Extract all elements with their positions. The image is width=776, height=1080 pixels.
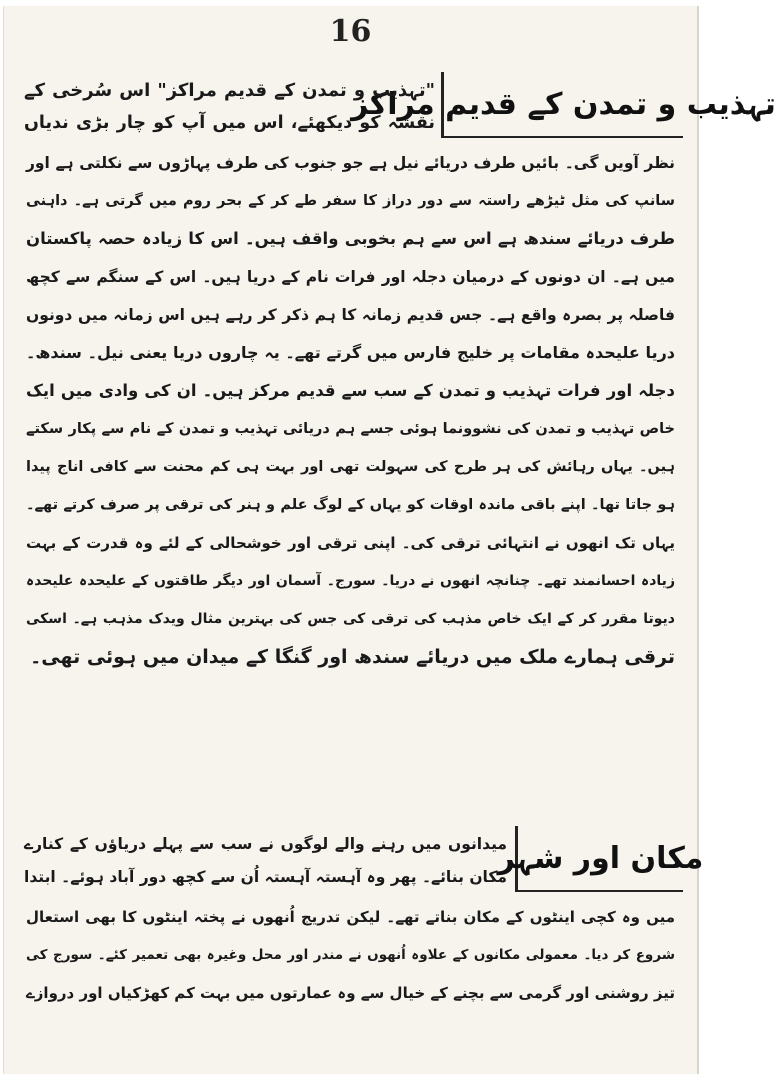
text-line: خاص تہذیب و تمدن کی نشوونما ہوئی جسے ہم دریائی تہذیب و تمدن کے نام سے پکار سکتے — [26, 421, 675, 437]
page-number: 16 — [329, 14, 372, 49]
text-line: زیادہ احسانمند تھے۔ چنانچہ انھوں نے دریا۔ سورج۔ آسمان اور دیگر طاقتوں کے علیحدہ علیحدہ — [26, 573, 675, 589]
text-line: دریا علیحدہ مقامات پر خلیج فارس میں گرتے تھے۔ یہ چاروں دریا یعنی نیل۔ سندھ۔ — [26, 343, 675, 362]
text-line: تیز روشنی اور گرمی سے بچنے کے خیال سے وہ عمارتوں میں بہت کم کھڑکیاں اور دروازے — [26, 984, 675, 1002]
text-line: میں وہ کچی اینٹوں کے مکان بناتے تھے۔ لیکن تدریج اُنھوں نے پختہ اینٹوں کا بھی استعال — [26, 908, 675, 926]
text-line: نظر آویں گی۔ بائیں طرف دریائے نیل ہے جو جنوب کی طرف پہاڑوں سے نکلتی ہے اور — [26, 154, 675, 172]
text-line: میں ہے۔ ان دونوں کے درمیان دجلہ اور فرات نام کے دریا ہیں۔ اس کے سنگم سے کچھ — [26, 268, 675, 286]
text-line: دجلہ اور فرات تہذیب و تمدن کے سب سے قدیم مرکز ہیں۔ ان کی وادی میں ایک — [26, 381, 675, 400]
text-line: فاصلہ پر بصرہ واقع ہے۔ جس قدیم زمانہ کا ہم ذکر کر رہے ہیں اس زمانہ میں دونوں — [26, 306, 675, 324]
text-line: شروع کر دیا۔ معمولی مکانوں کے علاوہ اُنھوں نے مندر اور محل وغیرہ بھی تعمیر کئے۔ سورج کی — [26, 947, 675, 963]
book-page — [4, 6, 776, 1074]
text-line: یہاں تک انھوں نے انتہائی ترقی کی۔ اپنی ترقی اور خوشحالی کے لئے وہ قدرت کے بہت — [26, 534, 675, 552]
section-heading-houses-cities: مکان اور شہر — [515, 826, 683, 892]
section1-body — [26, 144, 675, 676]
section2-side-text — [24, 828, 507, 894]
text-line: ہیں۔ یہاں رہائش کی ہر طرح کی سہولت تھی اور بہت ہی کم محنت سے کافی اناج پیدا — [26, 459, 675, 475]
text-line: میدانوں میں رہنے والے لوگوں نے سب سے پہلے دریاؤں کے کنارے — [24, 835, 507, 853]
text-line: "تہذیب و تمدن کے قدیم مراکز" اس سُرخی کے — [24, 80, 435, 101]
text-line: سانپ کی مثل ٹیڑھے راستہ سے دور دراز کا سفر طے کر کے بحر روم میں گرتی ہے۔ داہنی — [26, 193, 675, 209]
text-line: دیوتا مقرر کر کے ایک خاص مذہب کی ترقی کی جس کی بہترین مثال ویدک مذہب ہے۔ اسکی — [26, 611, 675, 627]
section-heading-ancient-centers: تہذیب و تمدن کے قدیم مراکز — [441, 72, 683, 138]
text-line: طرف دریائے سندھ ہے اس سے ہم بخوبی واقف ہیں۔ اس کا زیادہ حصہ پاکستان — [26, 229, 675, 248]
text-line: مکان بنائے۔ پھر وہ آہستہ آہستہ اُن سے کچھ دور آباد ہوئے۔ ابتدا — [24, 868, 507, 886]
section2-body — [26, 898, 675, 1012]
text-line: ہو جاتا تھا۔ اپنے باقی ماندہ اوقات کو یہاں کے لوگ علم و ہنر کی ترقی پر صرف کرتے تھے۔ — [26, 497, 675, 513]
section1-side-text — [24, 74, 435, 140]
text-line: نقشہ کو دیکھئے، اس میں آپ کو چار بڑی ندیاں — [24, 113, 435, 133]
text-line: ترقی ہمارے ملک میں دریائے سندھ اور گنگا کے میدان میں ہوئی تھی۔ — [30, 646, 675, 668]
